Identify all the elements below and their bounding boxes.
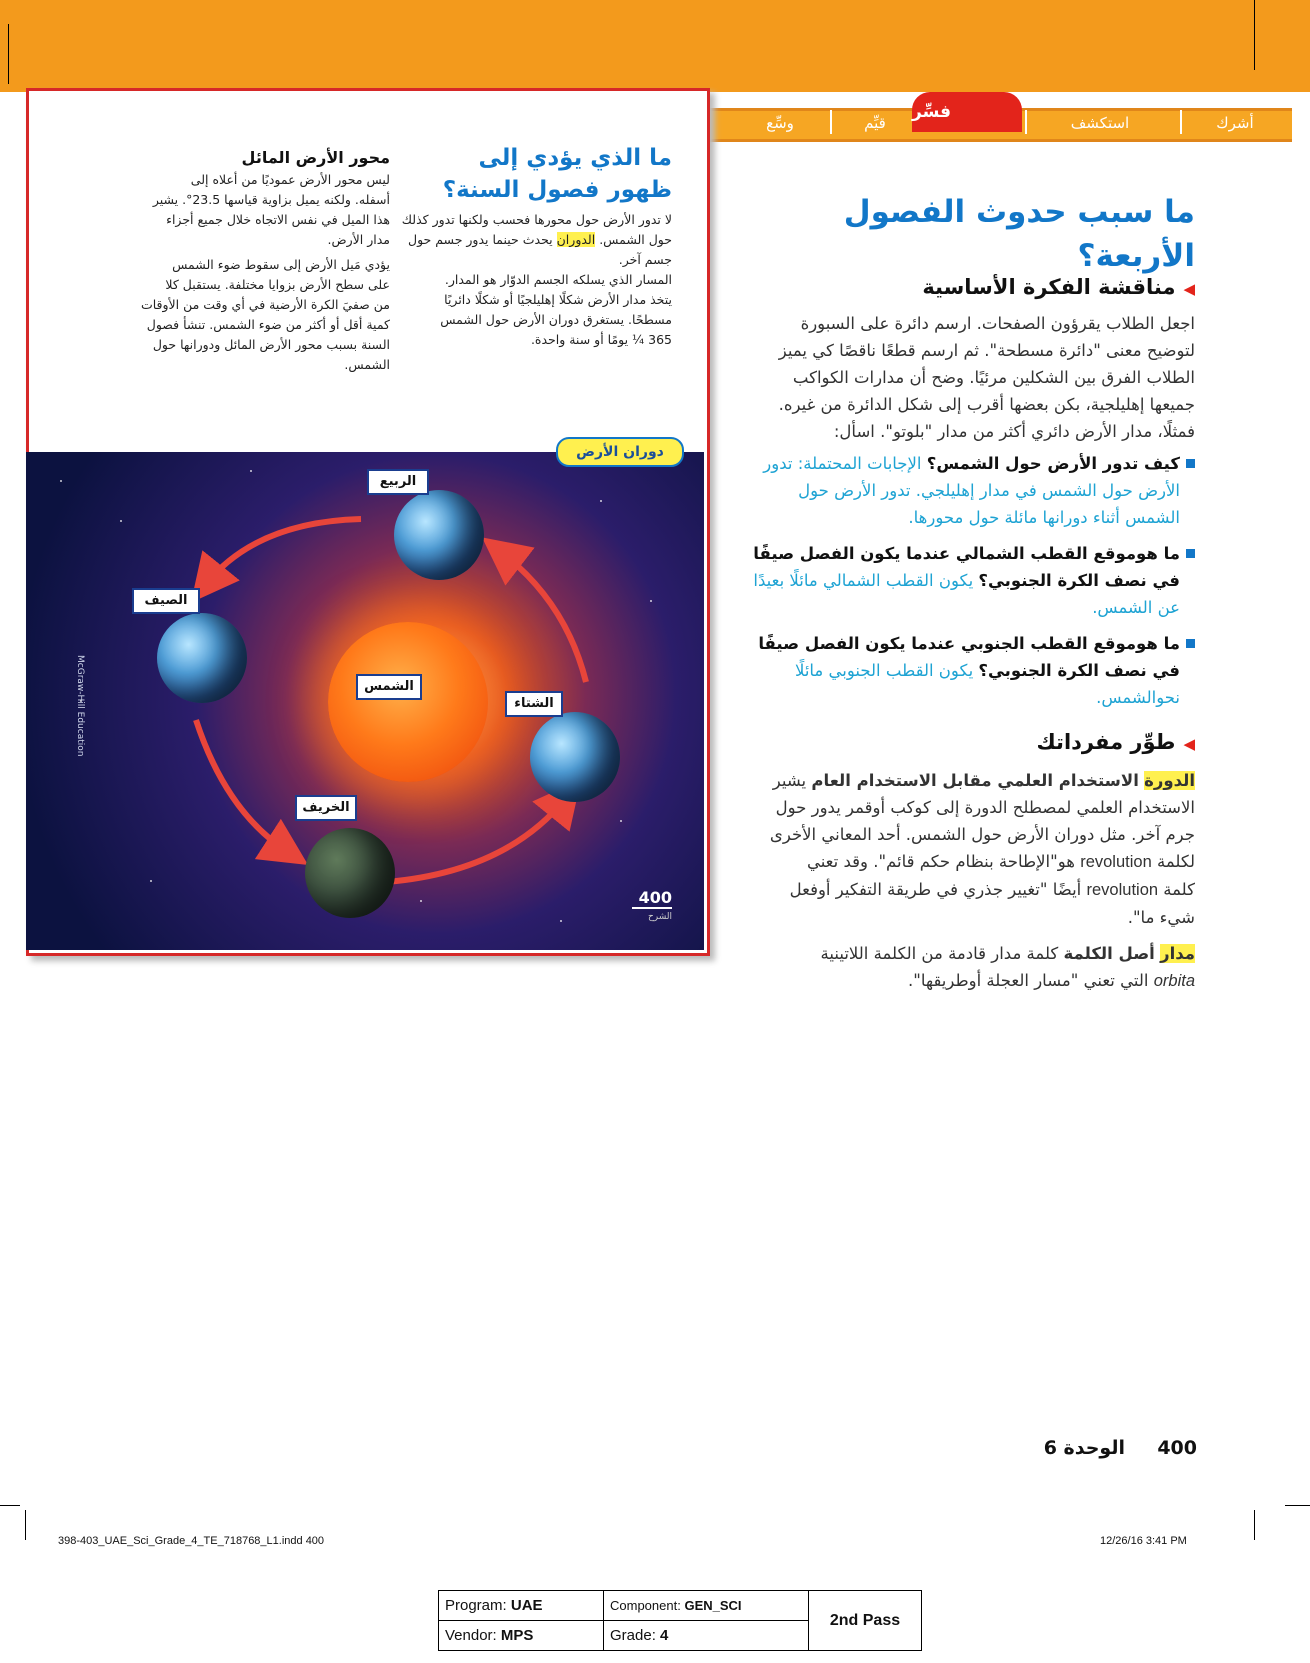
component-cell [604,1591,809,1621]
earth-spring [394,490,484,580]
student-para2 [400,270,672,350]
text-line [740,876,1195,904]
label-summer: الصيف [132,588,200,614]
tab-elaborate[interactable]: وسِّع [766,114,794,132]
te-title-line1: ما سبب حدوث الفصول [843,194,1195,230]
crop-mark [25,1510,26,1540]
te-heading-discussion [740,272,1195,304]
answer-3-b: نحوالشمس. [1096,688,1180,707]
triangle-icon: ◀ [1183,735,1195,753]
text-line: هذا الميل في نفس الاتجاه خلال جميع أجزاء [166,212,390,227]
print-info-table [438,1590,922,1651]
orbit-arrow [196,720,288,852]
student-heading: ما الذي يؤدي إلى ظهور فصول السنة؟ [442,145,672,203]
text-segment: يشير [772,771,807,790]
student-para1-b: يحدث حينما يدور جسم حول جسم آخر. [407,232,672,267]
english-word: orbita [1153,972,1195,990]
student-para1-a: لا تدور الأرض حول محورها فحسب ولكنها تدور كذلك حول الشمس. [401,212,672,247]
crop-mark [0,1505,20,1506]
vocab-term: الدورة [1144,771,1195,790]
text-line: ليس محور الأرض عموديًا من أعلاه إلى [190,172,390,187]
text-line: الاستخدام العلمي لمصطلح الدورة إلى كوكب أوقمر يدور حول [775,798,1195,817]
bullet-icon [1186,549,1195,558]
earth-summer [157,613,247,703]
vendor-value: MPS [500,1627,534,1644]
question-2-text: ما هوموقع القطب الشمالي عندما يكون الفصل صيفًا [753,544,1180,563]
text-line [740,767,1195,794]
text-line: أسفله. ولكنه يميل بزاوية قياسها 23.5°. يشير [152,192,390,207]
text-line: مسطحًا. يستغرق دوران الأرض حول الشمس [440,312,672,327]
text-segment: هو"الإطاحة بنظام حكم قائم". وقد تعني [806,852,1075,871]
pass-cell: 2nd Pass [809,1591,922,1651]
vocab-subhead: أصل الكلمة [1063,944,1155,963]
crop-mark [1254,0,1255,70]
question-2-text: في نصف الكرة الجنوبي؟ [978,571,1180,590]
text-line: الشمس. [344,357,390,372]
answer-1-a: الإجابات المحتملة: تدور [763,454,922,473]
vendor-cell [439,1621,604,1651]
tab-divider [1025,110,1027,134]
answer-1-b: الأرض حول الشمس في مدار إهليلجي. تدور الأرض حول [798,481,1180,500]
te-heading-vocab [740,727,1195,759]
tab-explain[interactable]: فسِّر [912,92,1022,132]
text-segment: لكلمة [1157,852,1195,871]
program-label: Program: [445,1597,507,1614]
text-line: لتوضيح معنى "دائرة مسطحة". ثم ارسم قطعًا ناقصًا كي يميز [778,341,1195,360]
side-para1 [130,170,390,250]
text-segment: التي تعني "مسار العجلة أوطريقها". [907,971,1149,990]
tab-explore[interactable]: استكشف [1070,114,1130,132]
text-line: من صفيَ الكرة الأرضية في أي وقت من الأوقات [140,297,390,312]
text-line [740,450,1180,477]
crop-mark [1285,1505,1310,1506]
text-line: المسار الذي يسلكه الجسم الدوّار هو المدار. [444,272,672,287]
text-line: السنة بسبب محور الأرض المائل ودورانها حول [152,337,390,352]
label-autumn: الخريف [295,795,357,821]
student-page-number: 400 [632,888,672,909]
earth-winter [530,712,620,802]
diagram-tag: دوران الأرض [556,437,684,467]
side-heading: محور الأرض المائل [241,148,390,167]
text-line: يتخذ مدار الأرض شكلًا إهليلجيًا أو شكلًا دائريًا [444,292,672,307]
sun [328,622,488,782]
text-segment: كلمة مدار قادمة من الكلمة اللاتينية [820,944,1059,963]
te-para1 [740,310,1195,445]
triangle-icon: ◀ [1183,280,1195,298]
answer-3-a: يكون القطب الجنوبي مائلًا [794,661,974,680]
text-segment: أيضًا "تغيير جذري في طريقة التفكير أوفعل [789,880,1082,899]
text-line: كمية أقل أو أكثر من ضوء الشمس. تنشأ فصول [146,317,390,332]
text-line: يؤدي مَيل الأرض إلى سقوط ضوء الشمس [172,257,390,272]
label-winter: الشتاء [505,691,563,717]
text-line [740,967,1195,995]
text-line [740,630,1180,657]
footer-page-number: 400 [1157,1437,1197,1459]
te-title [740,190,1195,278]
photo-credit: McGraw-Hill Education [75,655,85,757]
te-title-line2: الأربعة؟ [1077,238,1195,274]
text-line [740,848,1195,876]
text-line [740,567,1180,594]
text-line: الطلاب الفرق بين الشكلين مرئيًا. وضح أن مدارات الكواكب [792,368,1195,387]
label-sun: الشمس [356,674,422,700]
vendor-label: Vendor: [445,1627,497,1644]
side-para2 [130,255,390,375]
question-1-text: كيف تدور الأرض حول الشمس؟ [926,454,1180,473]
english-word: revolution [1086,881,1159,899]
question-3-text: في نصف الكرة الجنوبي؟ [978,661,1180,680]
orbit-arrow [386,798,566,882]
answer-1-c: الشمس أثناء دورانها مائلة حول محورها. [908,508,1180,527]
vocab-para2 [740,940,1195,995]
slug-date: 12/26/16 3:41 PM [1100,1535,1187,1547]
orbit-arrow [206,519,361,584]
student-page-label: الشرح [647,912,672,922]
vocab-subhead: الاستخدام العلمي مقابل الاستخدام العام [811,771,1139,790]
question-1 [740,450,1180,531]
program-cell [439,1591,604,1621]
earth-autumn [305,828,395,918]
crop-mark [1254,1510,1255,1540]
term-revolution: الدوران [556,232,596,247]
crop-mark [8,24,9,84]
grade-value: 4 [660,1627,669,1644]
te-heading-discussion-text: مناقشة الفكرة الأساسية [922,275,1176,299]
text-line: 365 ¼ يومًا أو سنة واحدة. [530,332,672,347]
english-word: revolution [1080,853,1152,871]
grade-label: Grade: [610,1627,656,1644]
question-3 [740,630,1180,711]
component-value: GEN_SCI [684,1598,742,1613]
orbit-arrow [501,552,586,682]
text-line: مدار الأرض. [327,232,390,247]
te-heading-vocab-text: طوِّر مفرداتك [1036,730,1176,754]
text-line [740,540,1180,567]
vocab-term: مدار [1160,944,1195,963]
text-line: جرم آخر. مثل دوران الأرض حول الشمس. أحد المعاني الأخرى [769,825,1195,844]
text-line: على سطح الأرض بزوايا مختلفة. يستقبل كلا [165,277,390,292]
question-2 [740,540,1180,621]
question-3-text: ما هوموقع القطب الجنوبي عندما يكون الفصل صيفًا [758,634,1180,653]
header-band [0,0,1310,92]
tab-divider [1180,110,1182,134]
vocab-para1 [740,767,1195,931]
grade-cell [604,1621,809,1651]
text-segment: كلمة [1163,880,1195,899]
footer-unit: الوحدة 6 [1043,1437,1125,1459]
student-para1 [400,210,672,270]
bullet-icon [1186,459,1195,468]
program-value: UAE [510,1597,543,1614]
component-label: Component: [610,1598,681,1613]
answer-2-a: يكون القطب الشمالي مائلًا بعيدًا [753,571,974,590]
text-line [740,940,1195,967]
label-spring: الربيع [367,469,429,495]
text-line [740,657,1180,684]
tab-divider [830,110,832,134]
tab-evaluate[interactable]: قيِّم [864,114,886,132]
tab-engage[interactable]: أشرك [1216,114,1254,132]
text-line: جميعها إهليلجية، بكن بعضها أقرب إلى شكل الدائرة من غيره. [778,395,1195,414]
slug-file: 398-403_UAE_Sci_Grade_4_TE_718768_L1.indd 400 [58,1535,325,1547]
table-row [439,1591,922,1621]
text-line: اجعل الطلاب يقرؤون الصفحات. ارسم دائرة على السبورة [800,314,1195,333]
bullet-icon [1186,639,1195,648]
text-line: فمثلًا، مدار الأرض دائري أكثر من مدار "بلوتو". اسأل: [833,422,1195,441]
text-line: شيء ما". [1127,908,1195,927]
answer-2-b: عن الشمس. [1092,598,1180,617]
